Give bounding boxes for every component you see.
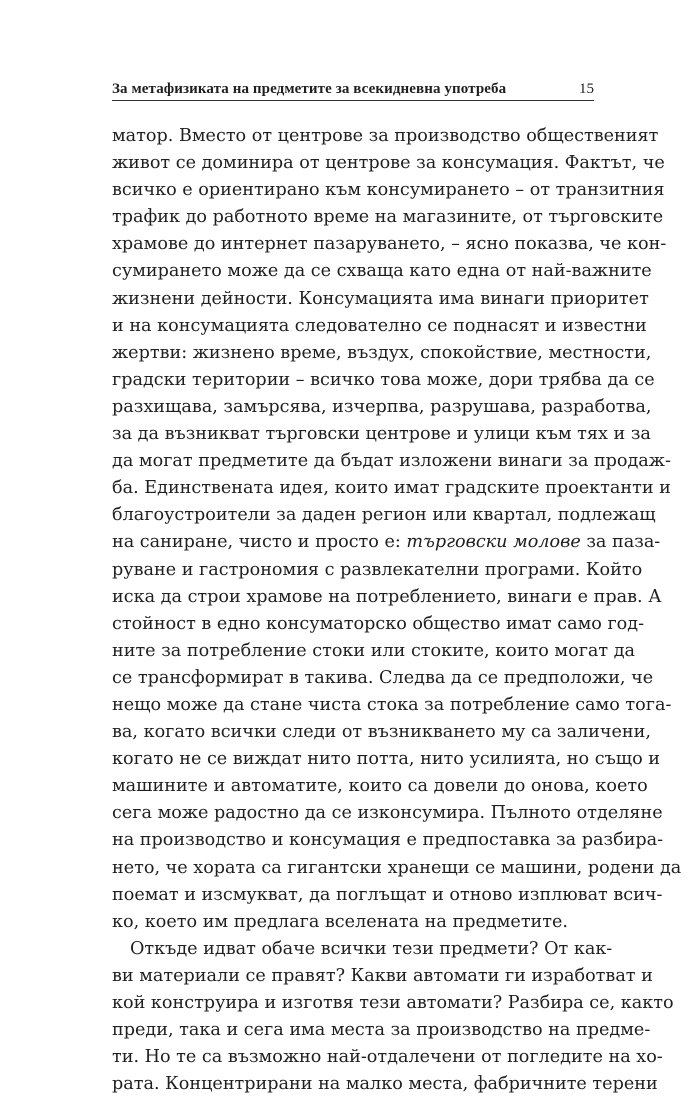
chapter-title: За метафизиката на предметите за всекидневна употреба xyxy=(112,81,507,97)
text-line: да могат предметите да бъдат изложени винаги за продаж- xyxy=(112,451,671,472)
text-line: поемат и изсмукват, да поглъщат и отново изплюват всич- xyxy=(112,884,663,905)
paragraph-end-line: ко, което им предлага вселената на предметите. xyxy=(112,911,569,932)
text-line: матор. Вместо от центрове за производство общественият xyxy=(112,126,659,146)
text-line: на производство и консумация е предпоставка за разбира- xyxy=(112,830,664,851)
text-line: благоустроители за даден регион или квартал, подлежащ xyxy=(112,505,656,526)
running-header xyxy=(112,74,594,98)
text-segment: на саниране, чисто и просто е: xyxy=(112,532,407,553)
text-line: нето, че хората са гигантски хранещи се машини, родени да xyxy=(112,857,682,878)
text-line: ти. Но те са възможно най-отдалечени от погледите на хо- xyxy=(112,1047,663,1068)
text-line: се трансформират в такива. Следва да се предположи, че xyxy=(112,667,654,688)
text-line: сега може радостно да се изконсумира. Пълното отделяне xyxy=(112,803,663,824)
text-line: за да възникват търговски центрове и улици към тях и за xyxy=(112,424,651,445)
text-line: ва, когато всички следи от възникването му са заличени, xyxy=(112,722,651,743)
emphasis-text: търговски молове xyxy=(406,532,581,553)
text-line: стойност в едно консуматорско общество имат само год- xyxy=(112,613,645,634)
text-line: машините и автоматите, които са довели до онова, което xyxy=(112,776,648,797)
text-line: и на консумацията следователно се поднасят и известни xyxy=(112,315,647,336)
text-line: разхищава, замърсява, изчерпва, разрушава, разработва, xyxy=(112,396,652,417)
text-line: ви материали се правят? Какви автомати ги изработват и xyxy=(112,965,653,986)
text-line: иска да строи храмове на потреблението, винаги е прав. А xyxy=(112,586,662,607)
text-line: ните за потребление стоки или стоките, които могат да xyxy=(112,640,636,661)
text-line: сумирането може да се схваща като една от най-важните xyxy=(112,261,652,282)
paragraph-start-line: Откъде идват обаче всички тези предмети? От как- xyxy=(130,938,613,959)
text-line: кой конструира и изготвя тези автомати? Разбира се, както xyxy=(112,993,674,1013)
text-line: преди, така и сега има места за производство на предме- xyxy=(112,1020,651,1041)
text-line: когато не се виждат нито потта, нито усилията, но също и xyxy=(112,749,661,770)
text-segment: за паза- xyxy=(580,532,661,553)
text-line: руване и гастрономия с развлекателни програми. Който xyxy=(112,559,643,580)
text-line: нещо може да стане чиста стока за потребление само тога- xyxy=(112,694,672,715)
text-line: ба. Единствената идея, които имат градските проектанти и xyxy=(112,478,671,499)
page-number: 15 xyxy=(579,81,594,97)
body-text xyxy=(112,123,682,1098)
text-line: градски територии – всичко това може, дори трябва да се xyxy=(112,369,655,390)
text-line: храмове до интернет пазаруването, – ясно показва, че кон- xyxy=(112,234,667,255)
text-line: живот се доминира от центрове за консумация. Фактът, че xyxy=(112,153,665,174)
header-rule xyxy=(112,100,594,101)
text-line: жизнени дейности. Консумацията има винаги приоритет xyxy=(112,288,649,309)
text-line: всичко е ориентирано към консумирането – от транзитния xyxy=(112,180,665,201)
text-line: жертви: жизнено време, въздух, спокойствие, местности, xyxy=(112,342,652,363)
text-line: рата. Концентрирани на малко места, фабричните терени xyxy=(112,1074,658,1095)
text-line: трафик до работното време на магазините, от търговските xyxy=(112,207,664,228)
text-line-with-emphasis xyxy=(112,529,661,556)
